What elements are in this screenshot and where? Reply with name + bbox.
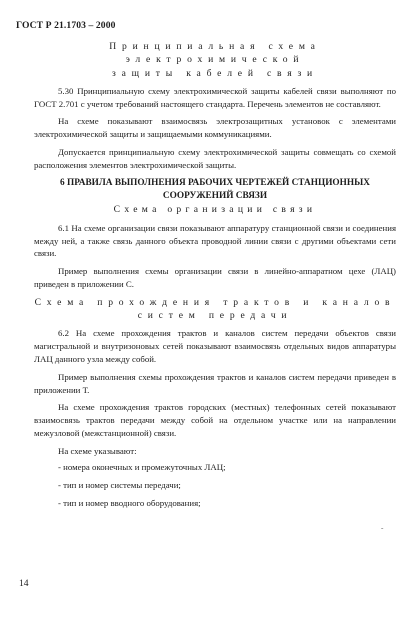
paragraph-allow: Допускается принципиальную схему электрохимической защиты совмещать со схемой расположения элементов электрохимической защиты.	[34, 147, 396, 170]
document-header: ГОСТ Р 21.1703 – 2000	[16, 20, 116, 31]
page-content	[34, 40, 396, 512]
paragraph-example-2: Пример выполнения схемы прохождения трактов и каналов систем передачи приведен в приложении Т.	[34, 371, 396, 395]
stray-mark: ˜	[381, 527, 384, 535]
paragraph-indicate: На схеме указывают:	[58, 445, 137, 456]
section-6-title-line1: 6 ПРАВИЛА ВЫПОЛНЕНИЯ РАБОЧИХ ЧЕРТЕЖЕЙ СТАНЦИОННЫХ	[60, 177, 370, 188]
paragraph-example-1: Пример выполнения схемы организации связи в линейно-аппаратном цехе (ЛАЦ) приведен в приложении С.	[34, 266, 396, 289]
list-item-2: - тип и номер системы передачи;	[58, 479, 181, 490]
paragraph-show: На схеме показывают взаимосвязь электрозащитных установок с элементами электрохимической защиты и защищаемыми коммуникациями.	[34, 116, 396, 140]
paragraph-6-1: 6.1 На схеме организации связи показывают аппаратуру станционной связи и соединения между ней, а также связь данного объекта проводной линии связи с другими объектами сети связи.	[34, 222, 396, 259]
section-heading-ecp-line1: Принципиальная схема электрохимической	[109, 41, 321, 66]
section-6-title-line2: СООРУЖЕНИЙ СВЯЗИ	[162, 191, 268, 202]
subsection-heading-tracts-line1: Схема прохождения трактов и каналов	[34, 296, 396, 308]
list-item-1: - номера оконечных и промежуточных ЛАЦ;	[58, 461, 226, 472]
subsection-heading-org: Схема организации связи	[113, 204, 317, 216]
page-number: 14	[19, 578, 29, 589]
subsection-heading-tracts-line2: систем передачи	[137, 310, 293, 322]
section-heading-ecp-line2: защиты кабелей связи	[112, 67, 318, 79]
list-item-3: - тип и номер вводного оборудования;	[58, 497, 201, 508]
paragraph-6-2: 6.2 На схеме прохождения трактов и каналов систем передачи объектов связи магистральной и внутризоновых сетей показывают взаимосвязь отдельных видов аппаратуры ЛАЦ данного узла между собой.	[34, 328, 396, 364]
paragraph-5-30: 5.30 Принципиальную схему электрохимической защиты кабелей связи выполняют по ГОСТ 2.701 с учетом требований настоящего стандарта. Перечень элементов не составляют.	[34, 85, 396, 109]
paragraph-city: На схеме прохождения трактов городских (местных) телефонных сетей показывают взаимосвязь трактов передачи между собой на отдельном участке или на направлении межузловой (межстанционной) связи.	[34, 402, 396, 438]
